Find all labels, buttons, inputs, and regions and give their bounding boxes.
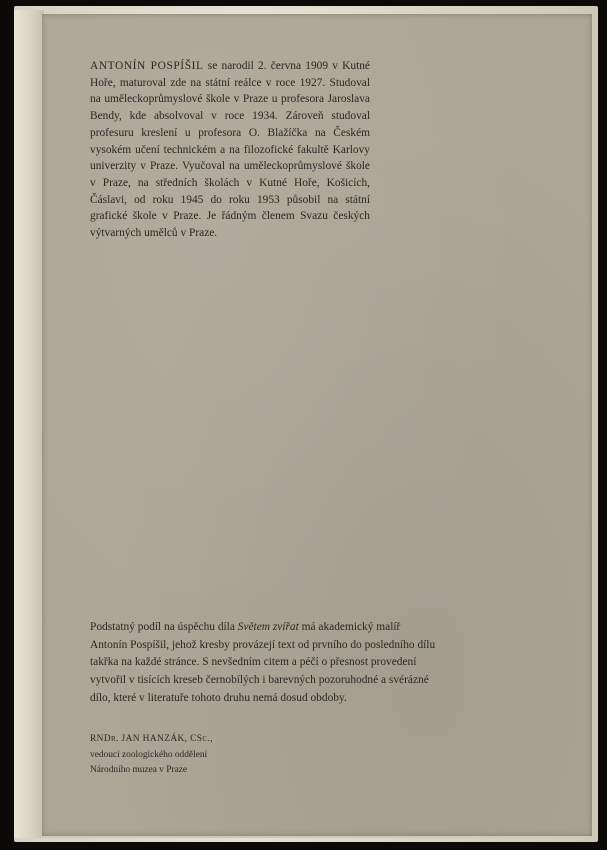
tribute-text-before: Podstatný podíl na úspěchu díla: [90, 621, 238, 633]
signature-institution: Národního muzea v Praze: [90, 765, 188, 776]
tribute-paragraph: [90, 619, 438, 708]
signature-block: [90, 732, 340, 779]
biography-text: se narodil 2. června 1909 v Kutné Hoře, maturoval zde na státní reálce v roce 1927. Studoval na uměleckoprůmyslové škole v Praze u profesora Jaroslava Bendy, kde absolvoval v roce 1934. Zároveň studoval profesuru kreslení u profesora O. Blažíčka na Českém vysokém učení technickém a na filozofické fakultě Karlovy univerzity v Praze. Vyučoval na uměleckoprůmyslové škole v Praze, na středních školách v Kutné Hoře, Košicích, Čáslavi, od roku 1945 do roku 1953 působil na státní grafické škole v Praze. Je řádným členem Svazu českých výtvarných umělců v Praze.: [90, 60, 370, 240]
signature-role: vedoucí zoologického oddělení: [90, 749, 208, 760]
author-biography: [90, 58, 370, 242]
page-block-left-edge: [14, 10, 44, 838]
author-name: ANTONÍN POSPÍŠIL: [90, 60, 204, 72]
tribute-text-after: má akademický malíř Antonín Pospíšil, jehož kresby provázejí text od prvního do posledního dílu takřka na každé stránce. S nevšedním citem a péčí o přesnost provedení vytvořil v tisících kreseb černobílých i barevných pozoruhodné a svérázné dílo, které v literatuře tohoto druhu nemá dosud obdoby.: [90, 621, 436, 704]
signature-name: RNDr. JAN HANZÁK, CSc.,: [90, 734, 213, 744]
book-title: Světem zvířat: [237, 621, 299, 633]
